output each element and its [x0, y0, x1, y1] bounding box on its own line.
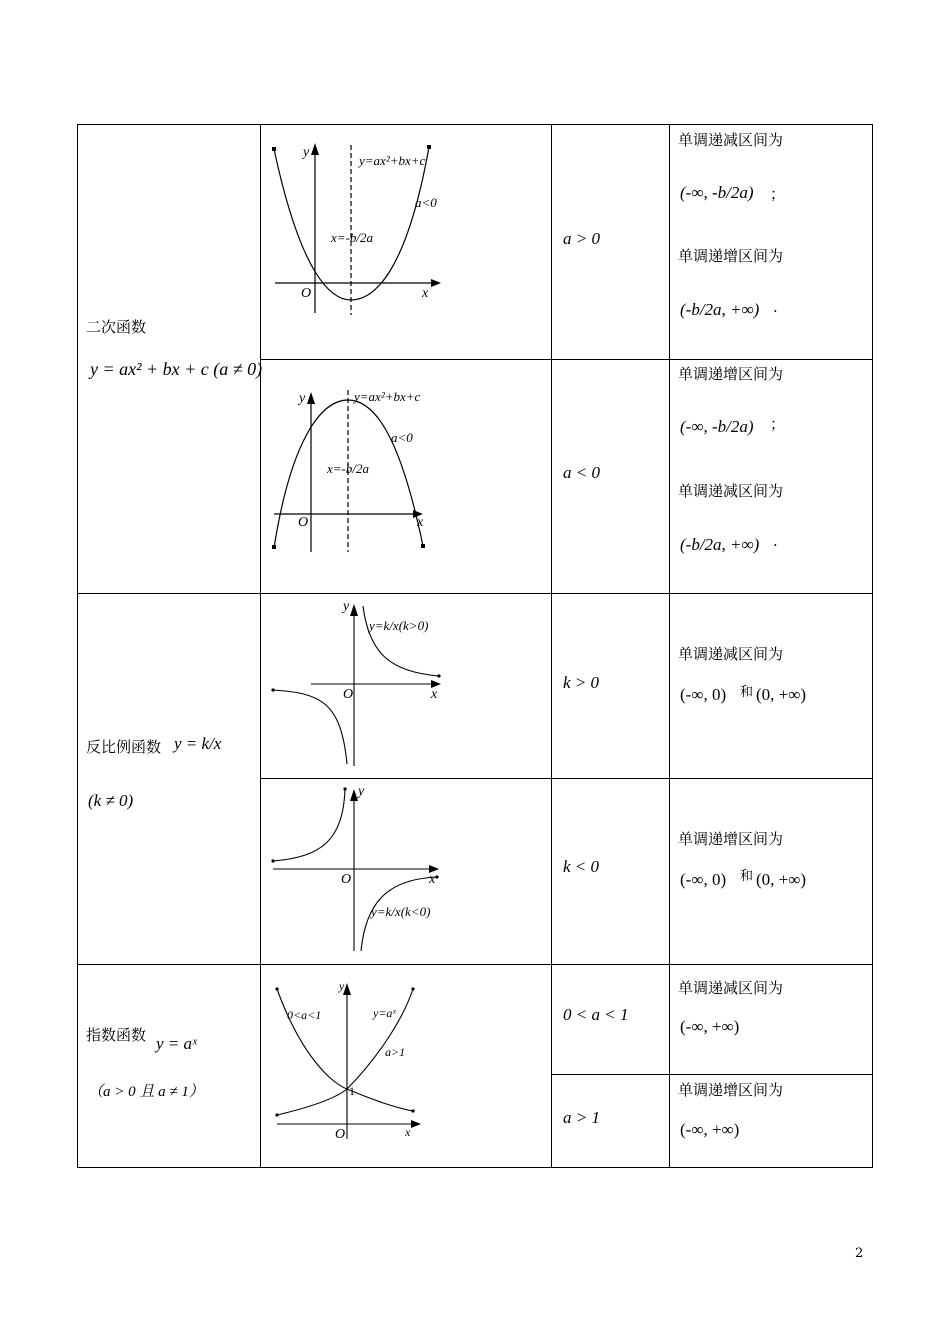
x-axis-label: x [429, 872, 436, 887]
y-axis-label: y [299, 391, 306, 406]
row1-name: 二次函数 [86, 318, 147, 336]
page-number: 2 [855, 1246, 864, 1261]
param-label: a<0 [415, 195, 437, 210]
row3-formula: y = aˣ [156, 1034, 197, 1053]
row1b-interval1: (-∞, -b/2a) [680, 417, 754, 436]
row3b-condition: a > 1 [563, 1108, 600, 1127]
row3b-interval: (-∞, +∞) [680, 1120, 740, 1139]
row1b-sep2: . [773, 532, 778, 550]
row1b-interval2: (-b/2a, +∞) [680, 535, 760, 554]
row1a-sep2: . [773, 298, 778, 316]
x-axis-label: x [431, 687, 438, 702]
param-label: a>1 [385, 1045, 406, 1059]
row1a-line1: 单调递减区间为 [678, 131, 784, 149]
row3-restriction: （a > 0 且 a ≠ 1） [88, 1084, 204, 1100]
x-axis-label: x [417, 515, 424, 530]
row1a-sep1: ； [770, 185, 786, 203]
row1b-line1: 单调递增区间为 [678, 365, 784, 383]
row2b-interval-a: (-∞, 0) [680, 870, 727, 889]
curve-label: y=ax²+bx+c [354, 389, 421, 404]
row2b-and: 和 [740, 869, 754, 884]
row2a-and: 和 [740, 685, 754, 700]
origin-label: O [343, 687, 354, 702]
y-axis-label: y [303, 145, 310, 160]
row2a-interval-b: (0, +∞) [756, 685, 807, 704]
row1-formula: y = ax² + bx + c (a ≠ 0) [90, 359, 263, 379]
row1b-sep1: ； [770, 415, 786, 433]
row2a-interval-a: (-∞, 0) [680, 685, 727, 704]
row1a-interval2: (-b/2a, +∞) [680, 300, 760, 319]
row3a-line1: 单调递减区间为 [678, 979, 784, 997]
row2a-line1: 单调递减区间为 [678, 645, 784, 663]
row2a-condition: k > 0 [563, 673, 600, 692]
curve-label: y=k/x(k<0) [371, 904, 431, 919]
y-axis-label: y [358, 784, 365, 799]
curve-label: y=k/x(k>0) [369, 618, 429, 633]
origin-label: O [298, 515, 309, 530]
x-axis-label: x [422, 286, 429, 301]
row1b-condition: a < 0 [563, 463, 600, 482]
y-axis-label: y [339, 979, 345, 993]
y-axis-label: y [343, 599, 350, 614]
graph-parabola-down [261, 360, 551, 593]
row3a-condition: 0 < a < 1 [563, 1005, 629, 1024]
curve-label: y=ax²+bx+c [359, 153, 426, 168]
axis-of-symmetry-label: x=-b/2a [327, 461, 369, 476]
graph-exponential [261, 965, 551, 1167]
row2b-line1: 单调递增区间为 [678, 830, 784, 848]
row3a-interval: (-∞, +∞) [680, 1017, 740, 1036]
row3b-line1: 单调递增区间为 [678, 1081, 784, 1099]
row2-name: 反比例函数 [86, 738, 162, 756]
row1a-line2: 单调递增区间为 [678, 247, 784, 265]
graph-hyperbola-neg [261, 779, 551, 963]
origin-label: O [341, 872, 352, 887]
param-label: a<0 [391, 430, 413, 445]
intercept-label: 1 [349, 1084, 355, 1098]
graph-hyperbola-pos [261, 594, 551, 778]
origin-label: O [335, 1127, 346, 1142]
origin-label: O [301, 286, 312, 301]
row2-restriction: (k ≠ 0) [88, 791, 134, 810]
row2b-interval-b: (0, +∞) [756, 870, 807, 889]
x-axis-label: x [405, 1125, 411, 1139]
row1a-interval1: (-∞, -b/2a) [680, 183, 754, 202]
row1a-condition: a > 0 [563, 229, 600, 248]
row2b-condition: k < 0 [563, 857, 600, 876]
row1b-line2: 单调递减区间为 [678, 482, 784, 500]
row2-formula: y = k/x [174, 734, 222, 753]
row3-name: 指数函数 [86, 1026, 147, 1044]
graph-parabola-up [261, 125, 551, 359]
left-curve-label: 0<a<1 [287, 1008, 322, 1022]
axis-of-symmetry-label: x=-b/2a [331, 230, 373, 245]
curve-label: y=aˣ [373, 1006, 396, 1020]
